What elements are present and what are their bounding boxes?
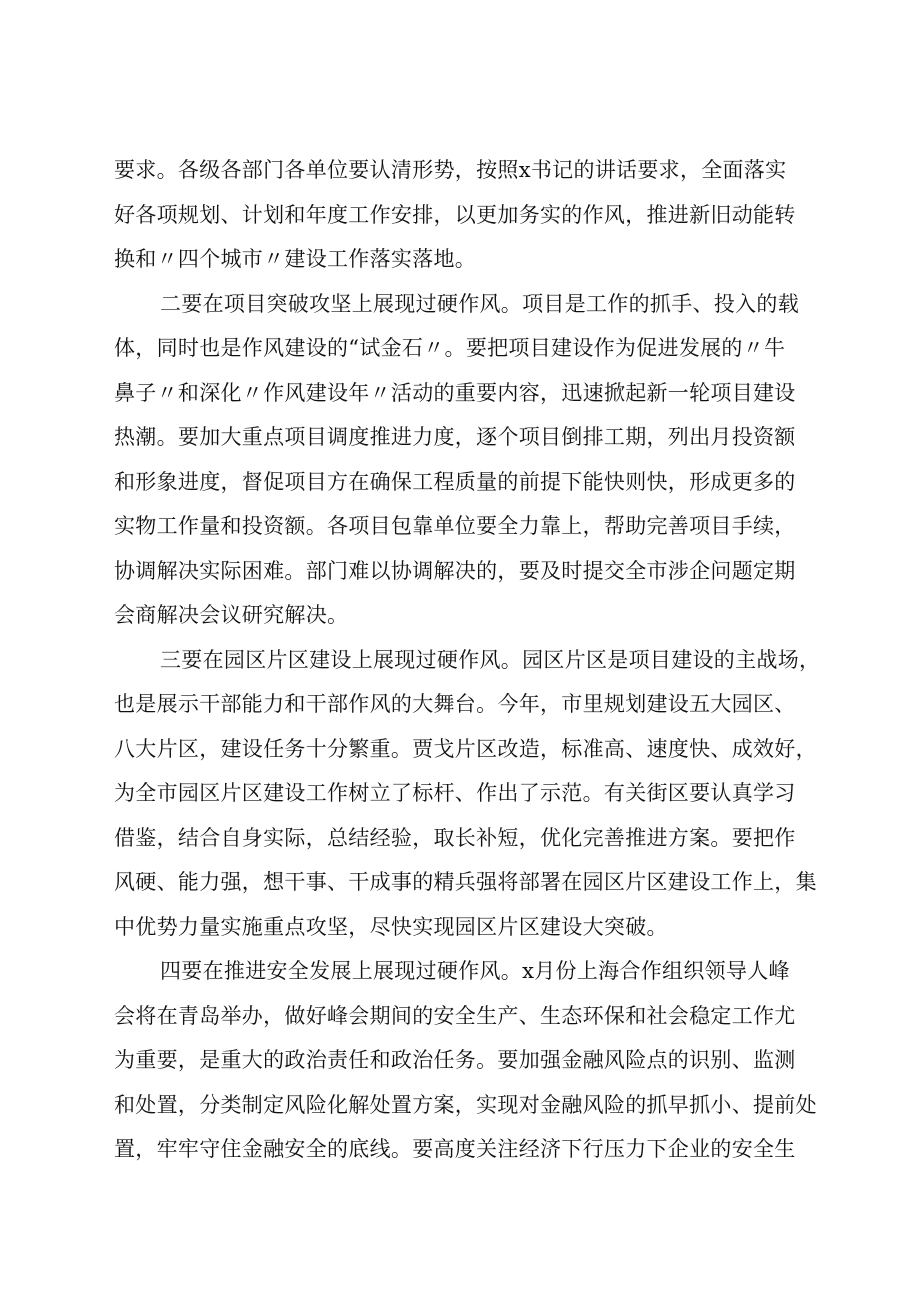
text-line: 热潮。要加大重点项目调度推进力度，逐个项目倒排工期，列出月投资额 [114,425,796,449]
document-body [114,148,821,1172]
text-line: 体，同时也是作风建设的“试金石〃。要把项目建设作为促进发展的〃牛 [114,336,786,360]
text-line: 二要在项目突破攻坚上展现过硬作风。项目是工作的抓手、投入的载 [160,291,799,316]
text-line: 鼻子〃和深化〃作风建设年〃活动的重要内容，迅速掀起新一轮项目建设 [114,380,796,405]
paragraph-continuation [114,148,804,282]
text-line: 置，牢牢守住金融安全的底线。要高度关注经济下行压力下企业的安全生 [114,1137,796,1161]
paragraph-project-breakthrough [114,282,804,638]
text-line: 四要在推进安全发展上展现过硬作风。x月份上海合作组织领导人峰 [160,959,790,983]
text-line: 协调解决实际困难。部门难以协调解决的，要及时提交全市涉企问题定期 [114,558,796,583]
text-line: 和处置，分类制定风险化解处置方案，实现对金融风险的抓早抓小、提前处 [114,1092,817,1117]
text-line: 八大片区，建设任务十分繁重。贾戈片区改造，标准高、速度快、成效好， [114,736,817,761]
text-line: 为重要，是重大的政治责任和政治任务。要加强金融风险点的识别、监测 [114,1048,796,1072]
text-line: 风硬、能力强，想干事、干成事的精兵强将部署在园区片区建设工作上，集 [114,870,817,894]
text-line: 借鉴，结合自身实际，总结经验，取长补短，优化完善推进方案。要把作 [114,825,796,850]
text-line: 会将在青岛举办，做好峰会期间的安全生产、生态环保和社会稳定工作尤 [114,1003,796,1028]
text-line: 和形象进度，督促项目方在确保工程质量的前提下能快则快，形成更多的 [114,469,796,494]
text-line: 会商解决会议研究解决。 [114,603,349,627]
text-line: 要求。各级各部门各单位要认清形势，按照x书记的讲话要求，全面落实 [114,158,787,182]
text-line: 中优势力量实施重点攻坚，尽快实现园区片区建设大突破。 [114,914,668,939]
text-line: 也是展示干部能力和干部作风的大舞台。今年，市里规划建设五大园区、 [114,692,796,716]
paragraph-safe-development [114,949,817,1172]
text-line: 三要在园区片区建设上展现过硬作风。园区片区是项目建设的主战场， [160,647,821,672]
text-line: 为全市园区片区建设工作树立了标杆、作出了示范。有关街区要认真学习 [114,781,796,805]
text-line: 换和〃四个城市〃建设工作落实落地。 [114,247,477,271]
text-line: 好各项规划、计划和年度工作安排，以更加务实的作风，推进新旧动能转 [114,202,796,227]
paragraph-park-construction [114,638,821,950]
text-line: 实物工作量和投资额。各项目包靠单位要全力靠上，帮助完善项目手续， [114,514,796,538]
